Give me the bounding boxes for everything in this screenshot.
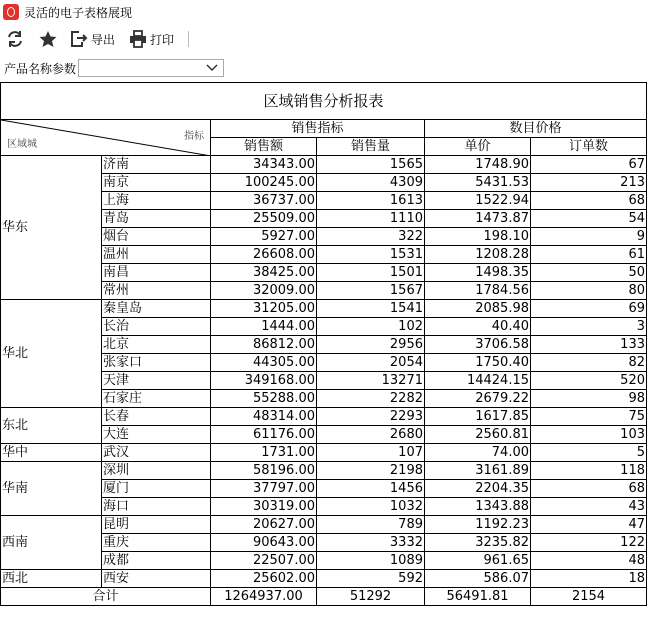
favorite-button[interactable]: [38, 30, 58, 48]
price-cell: 5431.53: [425, 174, 531, 192]
title-bar: [0, 0, 666, 24]
amount-cell: 5927.00: [211, 228, 317, 246]
table-row: [1, 516, 647, 534]
price-cell: 961.65: [425, 552, 531, 570]
refresh-icon: [6, 30, 24, 48]
price-cell: 1748.90: [425, 156, 531, 174]
amount-cell: 44305.00: [211, 354, 317, 372]
total-orders: 2154: [531, 588, 647, 606]
city-cell: 烟台: [102, 228, 211, 246]
amount-cell: 48314.00: [211, 408, 317, 426]
price-cell: 1192.23: [425, 516, 531, 534]
amount-cell: 58196.00: [211, 462, 317, 480]
orders-cell: 3: [531, 318, 647, 336]
orders-cell: 75: [531, 408, 647, 426]
amount-cell: 38425.00: [211, 264, 317, 282]
orders-cell: 47: [531, 516, 647, 534]
orders-cell: 80: [531, 282, 647, 300]
total-amount: 1264937.00: [211, 588, 317, 606]
qty-cell: 1567: [317, 282, 425, 300]
print-label: 打印: [150, 32, 175, 47]
city-cell: 天津: [102, 372, 211, 390]
amount-cell: 100245.00: [211, 174, 317, 192]
price-cell: 1343.88: [425, 498, 531, 516]
price-cell: 1522.94: [425, 192, 531, 210]
city-cell: 海口: [102, 498, 211, 516]
table-row: [1, 408, 647, 426]
orders-cell: 68: [531, 480, 647, 498]
orders-cell: 122: [531, 534, 647, 552]
amount-cell: 34343.00: [211, 156, 317, 174]
city-cell: 常州: [102, 282, 211, 300]
star-icon: [38, 30, 58, 48]
export-icon: [70, 30, 88, 48]
amount-cell: 37797.00: [211, 480, 317, 498]
qty-cell: 2282: [317, 390, 425, 408]
city-cell: 昆明: [102, 516, 211, 534]
group-header-sales: 销售指标: [211, 120, 425, 138]
product-name-select[interactable]: [78, 59, 224, 77]
qty-cell: 1110: [317, 210, 425, 228]
orders-cell: 133: [531, 336, 647, 354]
city-cell: 青岛: [102, 210, 211, 228]
price-cell: 1473.87: [425, 210, 531, 228]
price-cell: 74.00: [425, 444, 531, 462]
refresh-button[interactable]: [6, 30, 24, 48]
amount-cell: 22507.00: [211, 552, 317, 570]
amount-cell: 25509.00: [211, 210, 317, 228]
orders-cell: 69: [531, 300, 647, 318]
total-row: [1, 588, 647, 606]
table-row: [1, 156, 647, 174]
export-label: 导出: [91, 32, 116, 47]
qty-cell: 4309: [317, 174, 425, 192]
price-cell: 3161.89: [425, 462, 531, 480]
price-cell: 1750.40: [425, 354, 531, 372]
qty-cell: 1613: [317, 192, 425, 210]
table-row: [1, 462, 647, 480]
corner-header: [1, 120, 211, 156]
price-cell: 1208.28: [425, 246, 531, 264]
qty-cell: 107: [317, 444, 425, 462]
orders-cell: 213: [531, 174, 647, 192]
city-cell: 大连: [102, 426, 211, 444]
price-cell: 2204.35: [425, 480, 531, 498]
qty-cell: 1089: [317, 552, 425, 570]
orders-cell: 54: [531, 210, 647, 228]
qty-cell: 3332: [317, 534, 425, 552]
city-cell: 西安: [102, 570, 211, 588]
window-title: 灵活的电子表格展现: [24, 5, 133, 20]
table-row: [1, 300, 647, 318]
city-cell: 南京: [102, 174, 211, 192]
qty-cell: 322: [317, 228, 425, 246]
total-qty: 51292: [317, 588, 425, 606]
region-cell: 华东: [1, 156, 102, 300]
city-cell: 厦门: [102, 480, 211, 498]
price-cell: 2560.81: [425, 426, 531, 444]
qty-cell: 2293: [317, 408, 425, 426]
amount-cell: 30319.00: [211, 498, 317, 516]
orders-cell: 9: [531, 228, 647, 246]
toolbar: [0, 27, 189, 51]
qty-cell: 2956: [317, 336, 425, 354]
qty-cell: 102: [317, 318, 425, 336]
price-cell: 40.40: [425, 318, 531, 336]
total-label: 合计: [1, 588, 211, 606]
price-cell: 3706.58: [425, 336, 531, 354]
group-header-price: 数目价格: [425, 120, 647, 138]
amount-cell: 20627.00: [211, 516, 317, 534]
city-cell: 上海: [102, 192, 211, 210]
city-cell: 济南: [102, 156, 211, 174]
orders-cell: 103: [531, 426, 647, 444]
column-header-amount: 销售额: [211, 138, 317, 156]
amount-cell: 90643.00: [211, 534, 317, 552]
amount-cell: 1444.00: [211, 318, 317, 336]
amount-cell: 32009.00: [211, 282, 317, 300]
qty-cell: 1565: [317, 156, 425, 174]
city-cell: 武汉: [102, 444, 211, 462]
qty-cell: 1456: [317, 480, 425, 498]
city-cell: 重庆: [102, 534, 211, 552]
orders-cell: 5: [531, 444, 647, 462]
orders-cell: 82: [531, 354, 647, 372]
qty-cell: 1541: [317, 300, 425, 318]
price-cell: 586.07: [425, 570, 531, 588]
region-cell: 西北: [1, 570, 102, 588]
toolbar-divider: [188, 31, 189, 47]
city-cell: 深圳: [102, 462, 211, 480]
report-title: 区域销售分析报表: [1, 83, 647, 120]
column-header-qty: 销售量: [317, 138, 425, 156]
price-cell: 1784.56: [425, 282, 531, 300]
city-cell: 秦皇岛: [102, 300, 211, 318]
price-cell: 198.10: [425, 228, 531, 246]
amount-cell: 1731.00: [211, 444, 317, 462]
column-header-orders: 订单数: [531, 138, 647, 156]
amount-cell: 36737.00: [211, 192, 317, 210]
price-cell: 1617.85: [425, 408, 531, 426]
city-cell: 成都: [102, 552, 211, 570]
amount-cell: 86812.00: [211, 336, 317, 354]
qty-cell: 1032: [317, 498, 425, 516]
orders-cell: 68: [531, 192, 647, 210]
price-cell: 2679.22: [425, 390, 531, 408]
qty-cell: 1501: [317, 264, 425, 282]
qty-cell: 1531: [317, 246, 425, 264]
city-cell: 张家口: [102, 354, 211, 372]
city-cell: 南昌: [102, 264, 211, 282]
qty-cell: 592: [317, 570, 425, 588]
orders-cell: 520: [531, 372, 647, 390]
orders-cell: 43: [531, 498, 647, 516]
region-cell: 华南: [1, 462, 102, 516]
chevron-down-icon: [205, 63, 219, 73]
total-price: 56491.81: [425, 588, 531, 606]
city-cell: 温州: [102, 246, 211, 264]
city-cell: 长春: [102, 408, 211, 426]
orders-cell: 50: [531, 264, 647, 282]
qty-cell: 2054: [317, 354, 425, 372]
printer-icon: [129, 30, 147, 48]
column-header-price: 单价: [425, 138, 531, 156]
region-cell: 东北: [1, 408, 102, 444]
region-cell: 华北: [1, 300, 102, 408]
app-icon: [3, 4, 19, 20]
amount-cell: 31205.00: [211, 300, 317, 318]
amount-cell: 26608.00: [211, 246, 317, 264]
amount-cell: 25602.00: [211, 570, 317, 588]
orders-cell: 98: [531, 390, 647, 408]
region-cell: 华中: [1, 444, 102, 462]
param-bar: [4, 58, 224, 78]
table-row: [1, 570, 647, 588]
table-row: [1, 444, 647, 462]
city-cell: 北京: [102, 336, 211, 354]
qty-cell: 2198: [317, 462, 425, 480]
qty-cell: 13271: [317, 372, 425, 390]
orders-cell: 61: [531, 246, 647, 264]
city-cell: 石家庄: [102, 390, 211, 408]
region-cell: 西南: [1, 516, 102, 570]
amount-cell: 55288.00: [211, 390, 317, 408]
corner-region-label: 区域城: [7, 139, 37, 150]
print-button[interactable]: [129, 30, 174, 48]
orders-cell: 18: [531, 570, 647, 588]
amount-cell: 61176.00: [211, 426, 317, 444]
qty-cell: 789: [317, 516, 425, 534]
city-cell: 长治: [102, 318, 211, 336]
price-cell: 1498.35: [425, 264, 531, 282]
param-label: 产品名称参数: [4, 61, 77, 76]
price-cell: 3235.82: [425, 534, 531, 552]
orders-cell: 48: [531, 552, 647, 570]
orders-cell: 67: [531, 156, 647, 174]
price-cell: 14424.15: [425, 372, 531, 390]
export-button[interactable]: [70, 30, 115, 48]
qty-cell: 2680: [317, 426, 425, 444]
price-cell: 2085.98: [425, 300, 531, 318]
amount-cell: 349168.00: [211, 372, 317, 390]
report-table: [0, 82, 647, 606]
corner-metric-label: 指标: [184, 131, 204, 142]
orders-cell: 118: [531, 462, 647, 480]
